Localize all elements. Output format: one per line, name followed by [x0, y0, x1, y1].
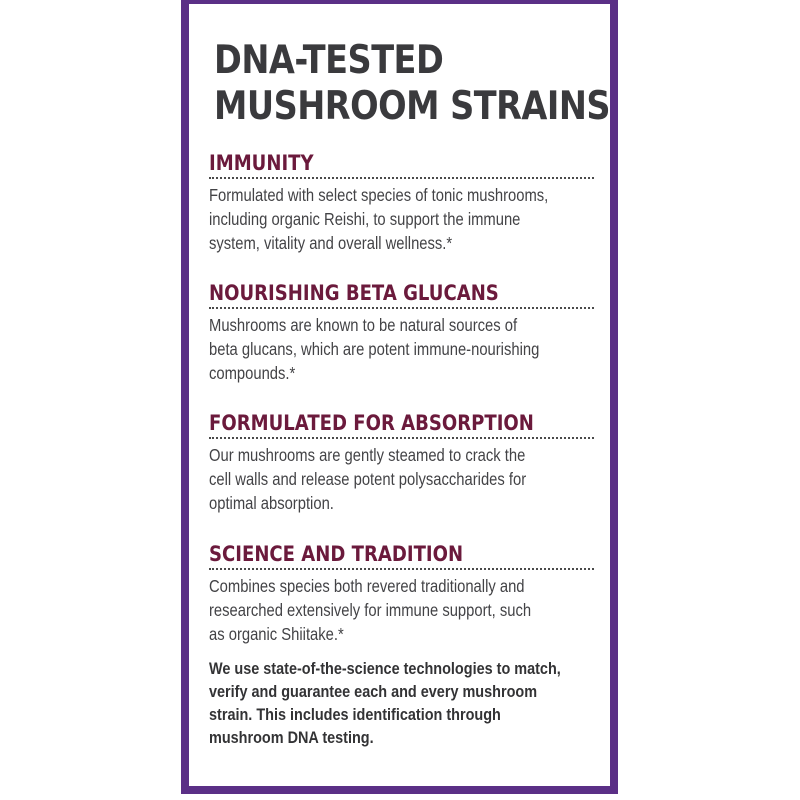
body-line: including organic Reishi, to support the immune — [209, 209, 521, 229]
page-title-line-2: MUSHROOM STRAINS — [214, 84, 611, 129]
body-line: cell walls and release potent polysaccharides for — [209, 469, 527, 489]
info-panel — [181, 0, 618, 794]
section-heading: NOURISHING BETA GLUCANS — [209, 281, 499, 305]
body-line: Combines species both revered traditionally and — [209, 576, 525, 596]
footer-line: verify and guarantee each and every mushroom — [209, 682, 538, 701]
section-body — [209, 574, 570, 646]
body-line: beta glucans, which are potent immune-nourishing — [209, 339, 540, 359]
body-line: Our mushrooms are gently steamed to crack the — [209, 445, 526, 465]
section-body — [209, 313, 570, 385]
body-line: compounds.* — [209, 363, 296, 383]
section-body — [209, 183, 570, 255]
page-title-line-1: DNA-TESTED — [214, 38, 444, 83]
dotted-divider — [209, 568, 594, 570]
footer-line: We use state-of-the-science technologies to match, — [209, 659, 561, 678]
section-immunity — [209, 150, 594, 255]
footer-line: strain. This includes identification through — [209, 705, 501, 724]
body-line: system, vitality and overall wellness.* — [209, 233, 453, 253]
section-heading: IMMUNITY — [209, 151, 314, 175]
body-line: as organic Shiitake.* — [209, 624, 344, 644]
section-body — [209, 443, 570, 515]
footer-line: mushroom DNA testing. — [209, 728, 374, 747]
body-line: Formulated with select species of tonic mushrooms, — [209, 185, 549, 205]
section-science-tradition — [209, 541, 594, 646]
dotted-divider — [209, 177, 594, 179]
footer-statement — [209, 657, 587, 749]
section-heading: SCIENCE AND TRADITION — [209, 542, 464, 566]
body-line: researched extensively for immune support, such — [209, 600, 532, 620]
page-title — [214, 38, 610, 130]
body-line: Mushrooms are known to be natural sources of — [209, 315, 518, 335]
section-heading: FORMULATED FOR ABSORPTION — [209, 411, 534, 435]
dotted-divider — [209, 307, 594, 309]
body-line: optimal absorption. — [209, 493, 334, 513]
dotted-divider — [209, 437, 594, 439]
section-beta-glucans — [209, 280, 594, 385]
section-absorption — [209, 410, 594, 515]
